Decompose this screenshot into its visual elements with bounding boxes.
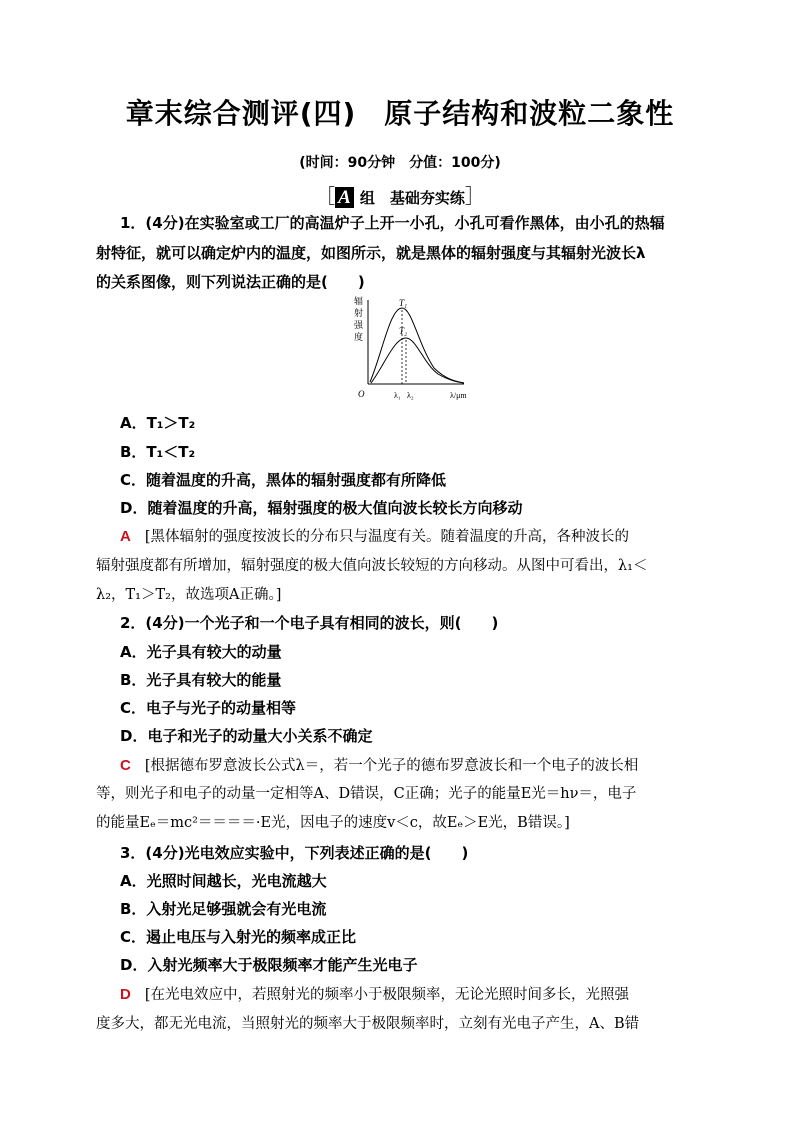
section-heading	[0, 180, 800, 209]
q3-option-b: B．入射光足够强就会有光电流	[120, 900, 327, 918]
q2-option-a: A．光子具有较大的动量	[120, 643, 282, 661]
q2-explain-text-1: [根据德布罗意波长公式λ＝，若一个光子的德布罗意波长和一个电子的波长相	[144, 758, 639, 774]
q1-option-d: D．随着温度的升高，辐射强度的极大值向波长较长方向移动	[120, 499, 523, 517]
q1-explain-text-1: [黑体辐射的强度按波长的分布只与温度有关。随着温度的升高，各种波长的	[144, 529, 629, 545]
q1-option-c: C．随着温度的升高，黑体的辐射强度都有所降低	[120, 471, 447, 489]
curve-t1	[370, 308, 464, 383]
q2-option-d: D．电子和光子的动量大小关系不确定	[120, 727, 373, 745]
q1-option-b: B．T₁＜T₂	[120, 443, 196, 461]
q2-answer: C	[120, 757, 131, 774]
title-right: 原子结构和波粒二象性	[384, 97, 675, 130]
title-left: 章末综合测评(四)	[125, 97, 357, 130]
series-label-t1: T₁	[399, 298, 408, 308]
q1-explain-line-1	[120, 525, 629, 548]
q1-stem-line-1: 1．(4分)在实验室或工厂的高温炉子上开一小孔，小孔可看作黑体，由小孔的热辐	[120, 214, 665, 232]
x-axis-label: λ/μm	[450, 391, 467, 400]
y-axis-label-2: 射	[354, 308, 364, 318]
q1-answer: A	[120, 528, 131, 545]
bracket-close: ］	[464, 184, 485, 208]
q1-explain-line-3: λ₂，T₁＞T₂，故选项A正确。]	[96, 587, 282, 603]
x-tick-lambda2: λ₂	[407, 391, 414, 400]
section-letter: A	[335, 187, 354, 208]
y-axis-label-1: 辐	[354, 296, 364, 306]
q1-option-a: A．T₁＞T₂	[120, 414, 196, 432]
q2-option-b: B．光子具有较大的能量	[120, 671, 282, 689]
q1-stem-line-2: 射特征，就可以确定炉内的温度，如图所示，就是黑体的辐射强度与其辐射光波长λ	[96, 244, 646, 262]
origin-label: O	[358, 389, 365, 399]
q3-option-d: D．入射光频率大于极限频率才能产生光电子	[120, 956, 418, 974]
exam-time: (时间：90分钟	[299, 155, 396, 171]
q3-option-a: A．光照时间越长，光电流越大	[120, 872, 327, 890]
q2-option-c: C．电子与光子的动量相等	[120, 699, 297, 717]
q3-explain-line-1	[120, 983, 629, 1006]
q3-explain-text-1: [在光电效应中，若照射光的频率小于极限频率，无论光照时间多长，光照强	[144, 987, 629, 1003]
y-axis-label-4: 度	[354, 332, 364, 342]
q3-stem: 3．(4分)光电效应实验中，下列表述正确的是( )	[120, 844, 469, 862]
y-axis-label-3: 强	[354, 320, 364, 330]
blackbody-radiation-chart	[354, 294, 484, 406]
section-label: 组 基础夯实练	[359, 189, 465, 207]
q1-explain-line-2: 辐射强度都有所增加，辐射强度的极大值向波长较短的方向移动。从图中可看出，λ₁＜	[96, 558, 648, 574]
q3-answer: D	[120, 986, 131, 1003]
q1-stem-line-3: 的关系图像，则下列说法正确的是( )	[96, 273, 365, 291]
q3-option-c: C．遏止电压与入射光的频率成正比	[120, 928, 357, 946]
q2-explain-line-2: 等，则光子和电子的动量一定相等A、D错误，C正确；光子的能量E光＝hν＝，电子	[96, 786, 637, 802]
exam-score: 分值：100分)	[409, 155, 501, 171]
q3-explain-line-2: 度多大，都无光电流，当照射光的频率大于极限频率时，立刻有光电子产生，A、B错	[96, 1016, 640, 1032]
q2-explain-line-1	[120, 754, 638, 777]
x-tick-lambda1: λ₁	[394, 391, 401, 400]
series-label-t2: T₂	[399, 326, 408, 336]
curve-t2	[371, 338, 464, 383]
bracket-open: ［	[315, 184, 336, 208]
q2-explain-line-3: 的能量Eₑ＝mc²＝＝＝＝·E光，因电子的速度v＜c，故Eₑ＞E光，B错误。]	[96, 815, 570, 831]
page-title	[0, 92, 800, 132]
exam-info	[0, 152, 800, 172]
q2-stem: 2．(4分)一个光子和一个电子具有相同的波长，则( )	[120, 614, 499, 632]
